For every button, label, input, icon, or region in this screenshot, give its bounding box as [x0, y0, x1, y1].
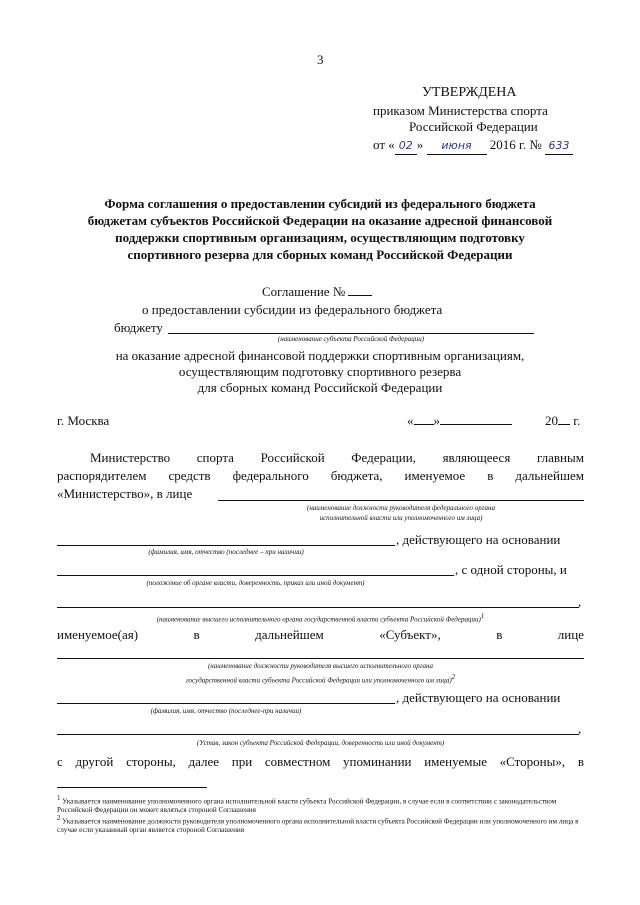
word: именуемые	[424, 754, 487, 769]
word: являющееся	[442, 450, 511, 465]
budget-label: бюджету	[114, 320, 163, 335]
word: в	[193, 627, 200, 642]
word: Российской	[260, 450, 325, 465]
approval-line2: Российской Федерации	[409, 119, 538, 134]
caption-executive-body-text: (наименование высшего исполнительного органа государственной власти субъекта Российской Федерации)	[156, 615, 481, 624]
approval-title: УТВЕРЖДЕНА	[422, 85, 517, 100]
footnote-2-mark: 2	[57, 814, 61, 822]
open-quote: «	[407, 413, 414, 428]
word: главным	[536, 450, 584, 465]
caption-fio-2: (фамилия, имя, отчество (последнее-при наличии)	[150, 707, 302, 715]
approval-line1: приказом Министерства спорта	[373, 103, 548, 118]
city: г. Москва	[57, 413, 110, 428]
subject-official-blank	[57, 658, 584, 659]
word: лице	[557, 627, 584, 642]
word: распорядителем	[57, 468, 147, 483]
caption-official-b: исполнительной власти или уполномоченного им лица)	[319, 514, 483, 522]
close-quote: »	[433, 413, 440, 428]
caption-fio-1: (фамилия, имя, отчество (последнее – при наличии)	[148, 548, 304, 556]
form-title-line3: поддержки спортивным организациям, осуществляющим подготовку	[115, 230, 525, 245]
agreement-heading	[262, 284, 372, 300]
footnote-separator	[57, 787, 207, 788]
caption-basis-1: (положение об органе власти, доверенность, приказ или иной документ)	[146, 579, 365, 587]
body-line1	[90, 450, 584, 466]
caption-subject-official-b-text: государственной власти субъекта Российской Федерации или уполномоченного им лица)	[185, 676, 452, 685]
word: именуемое	[404, 468, 466, 483]
agreement-line3: осуществляющим подготовку спортивного резерва	[178, 364, 462, 379]
word: упоминании	[343, 754, 412, 769]
word: другой	[75, 754, 114, 769]
word: в	[487, 468, 494, 483]
word: в	[577, 754, 584, 769]
acting-text-2: , действующего на основании	[396, 690, 561, 705]
caption-charter: (Устав, закон субъекта Российской Федерации, доверенность или иной документ)	[196, 739, 445, 747]
word: стороны,	[126, 754, 176, 769]
date-year: 2016 г. №	[489, 137, 542, 152]
agreement-line1: о предоставлении субсидии из федерального бюджета	[142, 302, 443, 317]
caption-subject-official-a: (наименование должности руководителя высшего исполнительного органа	[207, 662, 434, 670]
month-blank	[440, 424, 512, 425]
word: федерального	[232, 468, 309, 483]
year-prefix: 20	[545, 413, 558, 428]
word: при	[231, 754, 253, 769]
body-line3: «Министерство», в лице	[57, 486, 193, 501]
word: средств	[168, 468, 211, 483]
word: Министерство	[90, 450, 171, 465]
word: Федерации,	[351, 450, 416, 465]
official-blank	[218, 500, 584, 501]
footnote-1-text: Указывается наименование уполномоченного органа исполнительной власти субъекта Российской Федерации, в случае если в соответствии с законодательством Российской Федерации он может являться стороной Соглашения	[57, 797, 557, 815]
budget-caption: (наименование субъекта Российской Федерации)	[277, 335, 425, 343]
agreement-line2: на оказание адресной финансовой поддержки спортивным организациям,	[115, 348, 525, 363]
caption-official-a: (наименование должности руководителя федерального органа	[307, 504, 495, 512]
budget-blank	[168, 333, 534, 334]
body-line2	[57, 468, 584, 484]
word: совместном	[264, 754, 331, 769]
acting-text-1: , действующего на основании	[396, 532, 561, 547]
comma-2: ,	[578, 721, 582, 736]
word: именуемое(ая)	[57, 627, 139, 642]
word: в	[496, 627, 503, 642]
date-prefix: от «	[373, 137, 395, 152]
footnote-2	[57, 814, 584, 835]
named-line	[57, 627, 584, 643]
word: далее	[188, 754, 220, 769]
basis-blank-1	[57, 575, 454, 576]
word: дальнейшем	[255, 627, 324, 642]
word: «Стороны»,	[499, 754, 566, 769]
place-date-year	[545, 413, 580, 429]
caption-executive-body	[57, 612, 584, 624]
date-number: 633	[545, 138, 573, 155]
footnote-2-text: Указывается наименование должности руководителя уполномоченного органа исполнительной власти субъекта Российской Федерации или уполномоченного им лица в случае если указанный орган является стороной Соглашения	[57, 817, 579, 835]
footnote-ref-2: 2	[451, 673, 456, 681]
date-month: июня	[427, 138, 487, 155]
fio-blank-1	[57, 545, 395, 546]
charter-blank	[57, 734, 579, 735]
date-mid: »	[416, 137, 424, 152]
footnote-1-mark: 1	[57, 794, 61, 802]
form-title-line1: Форма соглашения о предоставлении субсидий из федерального бюджета	[104, 196, 536, 211]
caption-subject-official-b	[57, 673, 584, 685]
form-title-line2: бюджетам субъектов Российской Федерации на оказание адресной финансовой	[87, 213, 553, 228]
day-blank	[414, 424, 434, 425]
footnote-1	[57, 794, 584, 815]
year-blank	[558, 424, 570, 425]
word: «Субъект»,	[379, 627, 441, 642]
footnote-ref-1: 1	[480, 612, 485, 620]
agreement-heading-text: Соглашение №	[262, 284, 346, 299]
word: спорта	[196, 450, 234, 465]
one-side-text: , с одной стороны, и	[455, 562, 567, 577]
last-line	[57, 754, 584, 770]
word: бюджета,	[330, 468, 383, 483]
agreement-number-blank	[348, 295, 372, 296]
word: дальнейшем	[515, 468, 584, 483]
agreement-line4: для сборных команд Российской Федерации	[197, 380, 443, 395]
year-suffix: г.	[573, 413, 581, 428]
word: с	[57, 754, 63, 769]
executive-body-blank	[57, 607, 579, 608]
approval-date	[373, 137, 573, 155]
place-date-day	[407, 413, 512, 429]
form-title-line4: спортивного резерва для сборных команд Российской Федерации	[127, 247, 513, 262]
date-day: 02	[395, 138, 417, 155]
fio-blank-2	[57, 703, 395, 704]
page-number: 3	[317, 52, 324, 67]
comma-1: ,	[578, 594, 582, 609]
